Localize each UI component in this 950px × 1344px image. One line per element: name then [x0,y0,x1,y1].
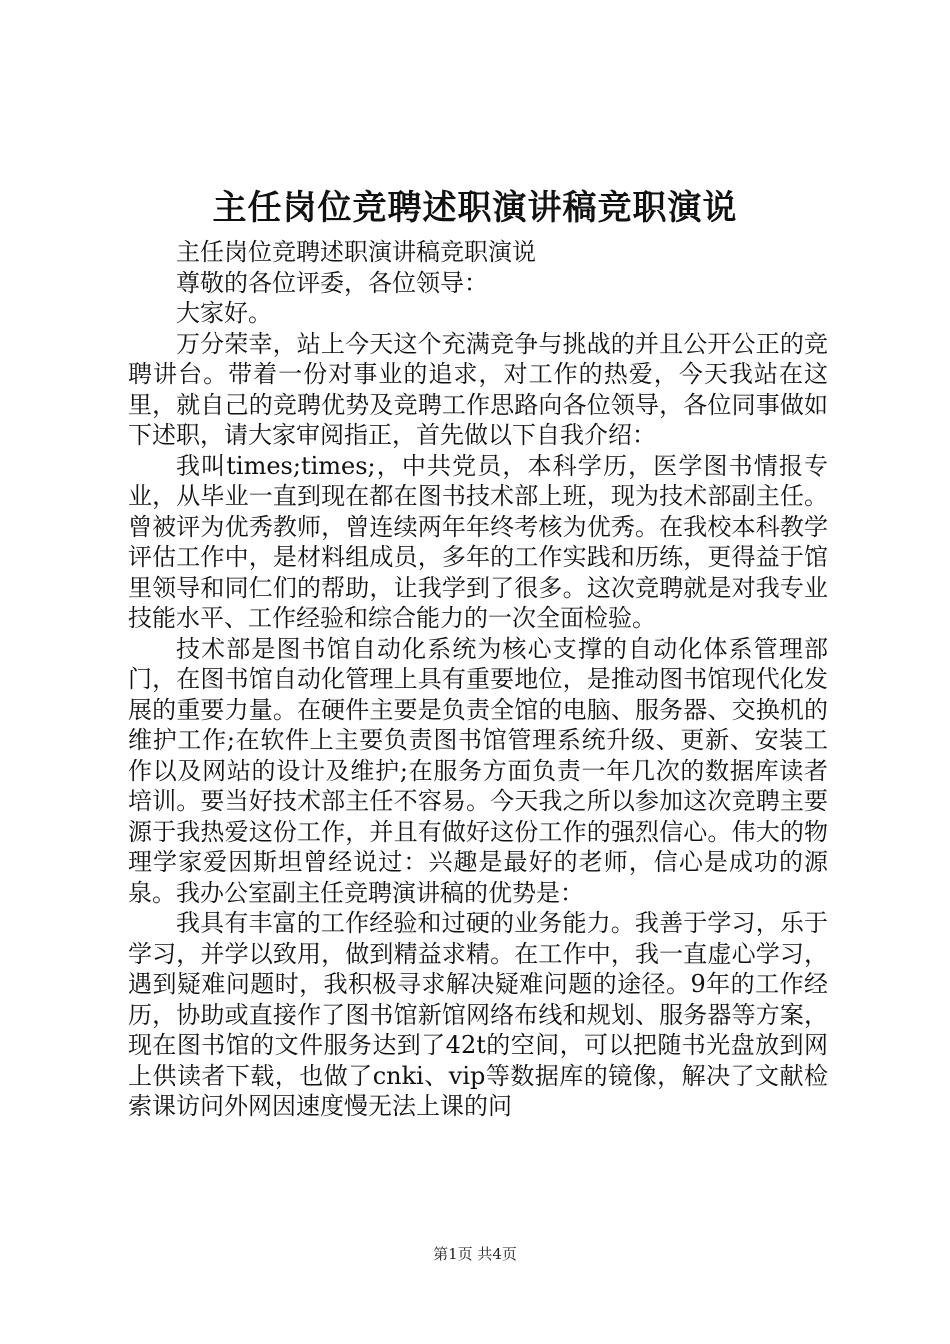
page-number-footer: 第1页 共4页 [433,1245,517,1263]
paragraph-experience: 我具有丰富的工作经验和过硬的业务能力。我善于学习，乐于学习，并学以致用，做到精益求精。在工作中，我一直虚心学习，遇到疑难问题时，我积极寻求解决疑难问题的途径。9年的工作经历，协助或直接作了图书馆新馆网络布线和规划、服务器等方案，现在图书馆的文件服务达到了42t的空间，可以把随书光盘放到网上供读者下载，也做了cnki、vip等数据库的镜像，解决了文献检索课访问外网因速度慢无法上课的问 [128,909,828,1120]
paragraph-self-introduction: 我叫times;times;，中共党员，本科学历，医学图书情报专业，从毕业一直到现在都在图书技术部上班，现为技术部副主任。曾被评为优秀教师，曾连续两年年终考核为优秀。在我校本科教学评估工作中，是材料组成员，多年的工作实践和历练，更得益于馆里领导和同仁们的帮助，让我学到了很多。这次竞聘就是对我专业技能水平、工作经验和综合能力的一次全面检验。 [128,451,828,632]
document-body [128,237,828,1122]
paragraph-department-overview: 技术部是图书馆自动化系统为核心支撑的自动化体系管理部门，在图书馆自动化管理上具有重要地位，是推动图书馆现代化发展的重要力量。在硬件主要是负责全馆的电脑、服务器、交换机的维护工作;在软件上主要负责图书馆管理系统升级、更新、安装工作以及网站的设计及维护;在服务方面负责一年几次的数据库读者培训。要当好技术部主任不容易。今天我之所以参加这次竞聘主要源于我热爱这份工作，并且有做好这份工作的强烈信心。伟大的物理学家爱因斯坦曾经说过：兴趣是最好的老师，信心是成功的源泉。我办公室副主任竞聘演讲稿的优势是： [128,634,828,907]
paragraph-subtitle: 主任岗位竞聘述职演讲稿竞职演说 [176,238,536,266]
paragraph-greeting: 大家好。 [176,299,272,327]
paragraph-salutation: 尊敬的各位评委，各位领导： [176,268,488,297]
paragraph-opening: 万分荣幸，站上今天这个充满竞争与挑战的并且公开公正的竞聘讲台。带着一份对事业的追求，对工作的热爱，今天我站在这里，就自己的竞聘优势及竞聘工作思路向各位领导，各位同事做如下述职，请大家审阅指正，首先做以下自我介绍： [128,329,828,449]
document-title: 主任岗位竞聘述职演讲稿竞职演说 [212,188,738,228]
